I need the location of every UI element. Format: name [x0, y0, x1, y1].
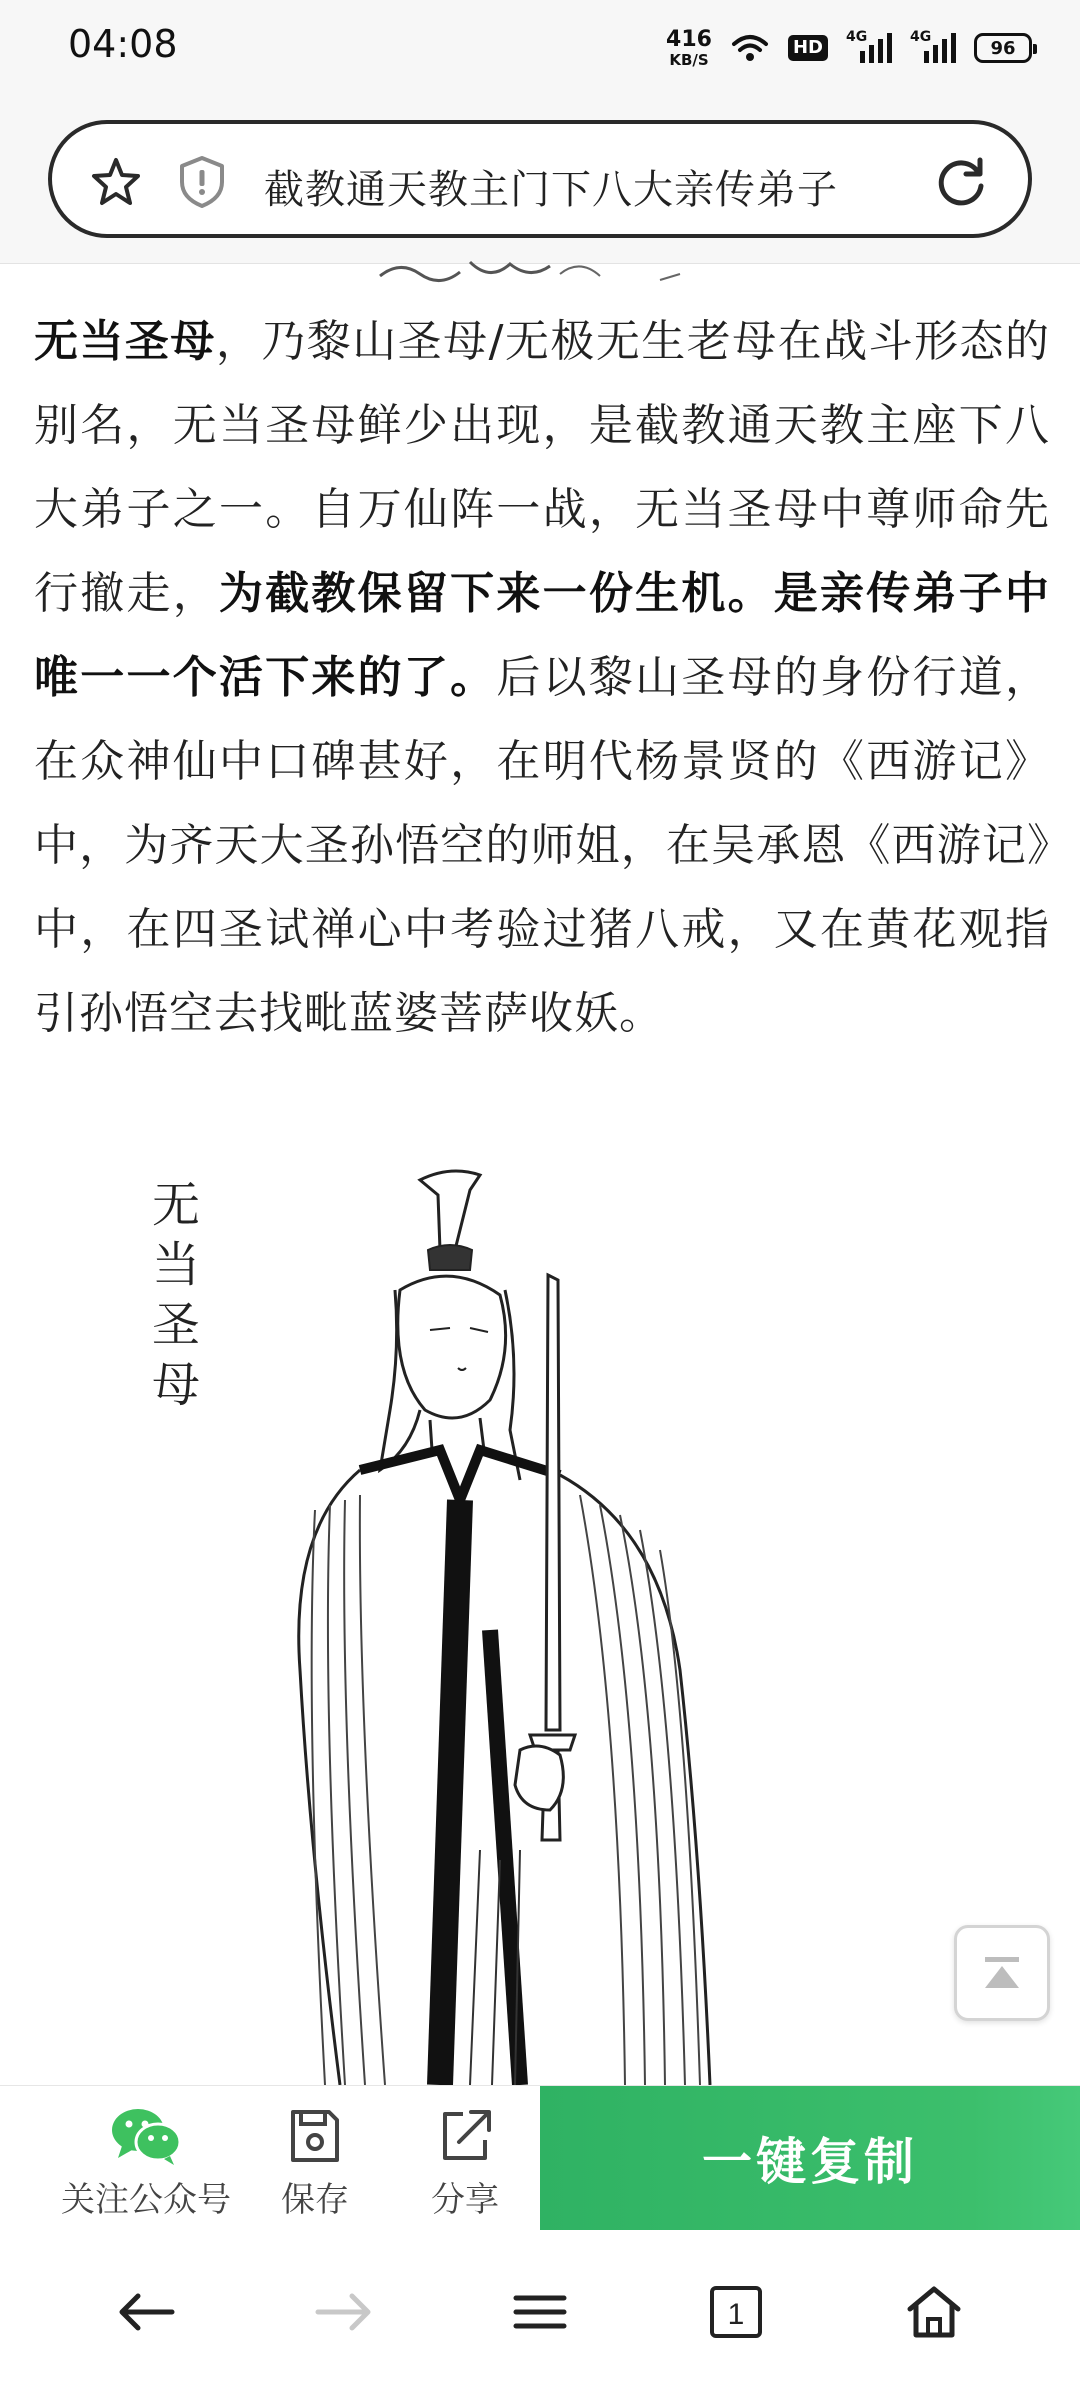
signal-label: 4G	[846, 29, 868, 45]
battery-level: 96	[990, 37, 1016, 59]
illustration-caption: 无当圣母	[152, 1177, 201, 1413]
save-icon	[287, 2106, 343, 2166]
follow-account-button[interactable]	[36, 2106, 256, 2221]
page-title[interactable]: 截教通天教主门下八大亲传弟子	[264, 167, 838, 213]
browser-nav-bar	[0, 2230, 1080, 2400]
status-bar	[0, 0, 1080, 96]
back-to-top-button[interactable]	[954, 1925, 1050, 2021]
save-button[interactable]	[260, 2106, 370, 2221]
wifi-icon	[730, 32, 770, 64]
menu-icon	[512, 2292, 568, 2332]
hd-badge: HD	[788, 35, 828, 61]
reload-icon[interactable]	[934, 154, 990, 210]
article-text: ，乃黎山圣母/无极无生老母在战斗形态的别名，无当圣母鲜少出现，是截教通天教主座下八大弟子之一。自万仙阵一战，无当圣母中尊师命先行撤走，	[34, 316, 1051, 619]
network-speed-value: 416	[666, 26, 712, 52]
share-icon	[437, 2106, 493, 2166]
article-bold-highlight: 为截教保留下来一份生机。是亲传弟子中唯一一个活下来的了。	[34, 568, 1050, 703]
network-speed	[666, 26, 712, 69]
home-icon	[904, 2283, 964, 2341]
forward-button[interactable]	[304, 2272, 384, 2352]
signal-label: 4G	[910, 29, 932, 45]
article-bold-name: 无当圣母	[34, 316, 216, 367]
back-button[interactable]	[106, 2272, 186, 2352]
share-label: 分享	[431, 2180, 499, 2220]
wechat-icon	[108, 2106, 184, 2166]
network-speed-unit: KB/S	[669, 50, 709, 69]
copy-all-button[interactable]: 一键复制	[540, 2086, 1080, 2230]
follow-label: 关注公众号	[61, 2180, 231, 2220]
tabs-button[interactable]	[696, 2272, 776, 2352]
home-button[interactable]	[894, 2272, 974, 2352]
article-paragraph	[34, 300, 1050, 1056]
shield-alert-icon[interactable]	[176, 154, 228, 210]
status-time: 04:08	[68, 22, 178, 66]
signal-icon	[846, 29, 892, 63]
tabs-icon	[708, 2284, 764, 2340]
previous-image-fragment	[360, 252, 700, 286]
back-arrow-icon	[116, 2290, 176, 2334]
address-bar[interactable]	[48, 120, 1032, 238]
tabs-count: 1	[727, 2298, 745, 2331]
browser-toolbar	[0, 96, 1080, 264]
status-indicators	[666, 22, 1032, 74]
forward-arrow-icon	[314, 2290, 374, 2334]
menu-button[interactable]	[500, 2272, 580, 2352]
share-button[interactable]	[410, 2106, 520, 2221]
back-to-top-icon	[977, 1948, 1027, 1998]
save-label: 保存	[281, 2180, 349, 2220]
article-text: 后以黎山圣母的身份行道，在众神仙中口碑甚好，在明代杨景贤的《西游记》中，为齐天大圣孙悟空的师姐，在吴承恩《西游记》中，在四圣试禅心中考验过猪八戒，又在黄花观指引孙悟空去找毗蓝婆菩萨收妖。	[34, 652, 1051, 1039]
battery-icon	[974, 33, 1032, 63]
star-icon[interactable]	[88, 154, 144, 210]
signal-icon	[910, 29, 956, 63]
